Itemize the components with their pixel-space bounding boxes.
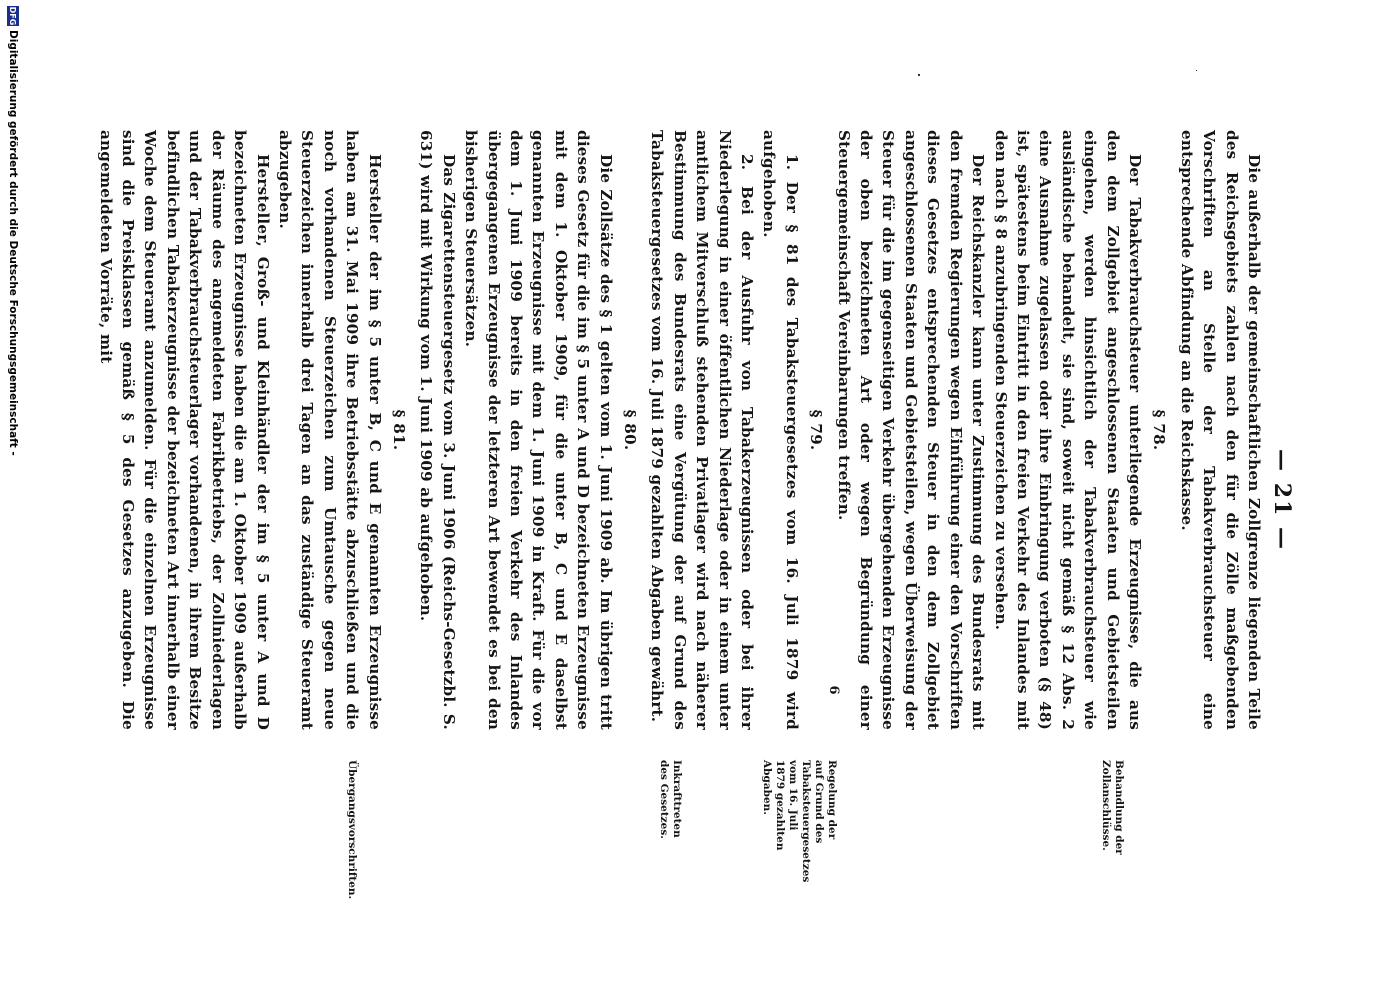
margin-note-inkrafttreten: Inkrafttreten des Gesetzes. — [658, 760, 683, 839]
margin-note-zollanschluesse: Behandlung der Zollanschlüsse. — [1100, 760, 1125, 855]
paragraph-81-2: Hersteller, Groß- und Kleinhändler der im § 5 unter A und D bezeichneten Erzeugnisse haben die am 1. Oktober 1909 außerhalb der Räume des angemeldeten Fabrikbetriebs, der Zollniederlagen und der Tabakverbrauchsteuerlager vorhandenen, in ihrem Besitze befindlichen Tabakerzeugnisse der bezeichneten Art innerhalb einer Woche dem Steueramt anzumelden. Für die einzelnen Erzeugnisse sind die Preisklassen gemäß § 5 des Gesetzes anzugeben. Die angemeldeten Vorräte, mit — [96, 130, 272, 730]
paragraph-exclave-tax: Die außerhalb der gemeinschaftlichen Zollgrenze liegenden Teile des Reichsgebiets zahlen nach den für die Zölle maßgebenden Vorschriften an Stelle der Tabakverbrauchsteuer eine entsprechende Abfindung an die Reichskasse. — [1177, 130, 1263, 730]
paragraph-78-2: Der Reichskanzler kann unter Zustimmung des Bundesrats mit den fremden Regierungen wegen Einführung einer den Vorschriften dieses Gesetzes entsprechenden Steuer in den dem Zollgebiet angeschlossenen Staaten und Gebietsteilen, wegen Überweisung der Steuer für die im gegenseitigen Verkehr übergehenden Erzeugnisse der oben bezeichneten Art oder wegen Begründung einer Steuergemeinschaft Vereinbarungen treffen. — [834, 130, 988, 730]
paragraph-78-1: Der Tabakverbrauchsteuer unterliegende Erzeugnisse, die aus den dem Zollgebiet angeschlossenen Staaten und Gebietsteilen eingehen, werden hinsichtlich der Tabakverbrauchsteuer wie ausländische behandelt, sie sind, soweit nicht gemäß § 12 Abs. 2 eine Ausnahme zugelassen oder ihre Einbringung verboten (§ 48) ist, spätestens beim Eintritt in den freien Verkehr des Inlandes mit den nach § 8 anzubringenden Steuerzeichen zu versehen. — [991, 130, 1144, 730]
paragraph-80-1: Die Zollsätze des § 1 gelten vom 1. Juni 1909 ab. Im übrigen tritt dieses Gesetz für die im § 5 unter A und D bezeichneten Erzeugnisse mit dem 1. Oktober 1909, für die unter B, C und E daselbst genannten Erzeugnisse mit dem 1. Juni 1909 in Kraft. Für die vor dem 1. Juni 1909 bereits in den freien Verkehr des Inlandes übergegangenen Erzeugnisse der letzteren Art bewendet es bei den bisherigen Steuersätzen. — [462, 130, 615, 730]
margin-note-uebergang: Übergangsvorschriften. — [346, 760, 358, 900]
digitization-footer — [0, 0, 26, 1000]
dfg-logo: DFG — [8, 6, 18, 26]
signature-mark: 6 — [826, 685, 841, 695]
section-heading-81: § 81. — [389, 409, 408, 451]
paragraph-79-2: 2. Bei der Ausfuhr von Tabakerzeugnissen oder bei ihrer Niederlegung in einer öffentlichen Niederlage oder in einem unter amtlichem Mitverschluß stehenden Privatlager wird nach näherer Bestimmung des Bundesrats eine Vergütung der auf Grund des Tabaksteuergesetzes vom 16. Juli 1879 gezahlten Abgaben gewährt. — [648, 130, 757, 730]
paragraph-81-1: Hersteller der im § 5 unter B, C und E genannten Erzeugnisse haben am 31. Mai 1909 ihre Betriebsstätte abzuschließen und die noch vorhandenen Steuerzeichen zum Umtausche gegen neue Steuerzeichen innerhalb drei Tagen an das zuständige Steueramt abzugeben. — [275, 130, 384, 730]
main-text — [94, 130, 1265, 730]
section-heading-79: § 79. — [807, 409, 826, 451]
scan-speck — [918, 74, 920, 76]
page-number: — 21 — — [1269, 449, 1295, 551]
section-heading-80: § 80. — [621, 409, 640, 451]
margin-note-abgaben: Regelung der auf Grund des Tabaksteuergesetzes vom 16. Juli 1879 gezahlten Abgaben. — [761, 760, 838, 883]
section-heading-78: § 78. — [1150, 409, 1169, 451]
paragraph-80-2: Das Zigarettensteuergesetz vom 3. Juni 1906 (Reichs-Gesetzbl. S. 631) wird mit Wirkung vom 1. Juni 1909 ab aufgehoben. — [417, 130, 458, 730]
footer-text: Digitalisierung gefördert durch die Deutsche Forschungsgemeinschaft - — [7, 30, 19, 456]
paragraph-79-1: 1. Der § 81 des Tabaksteuergesetzes vom 16. Juli 1879 wird aufgehoben. — [760, 130, 801, 730]
scan-speck — [1196, 70, 1197, 71]
